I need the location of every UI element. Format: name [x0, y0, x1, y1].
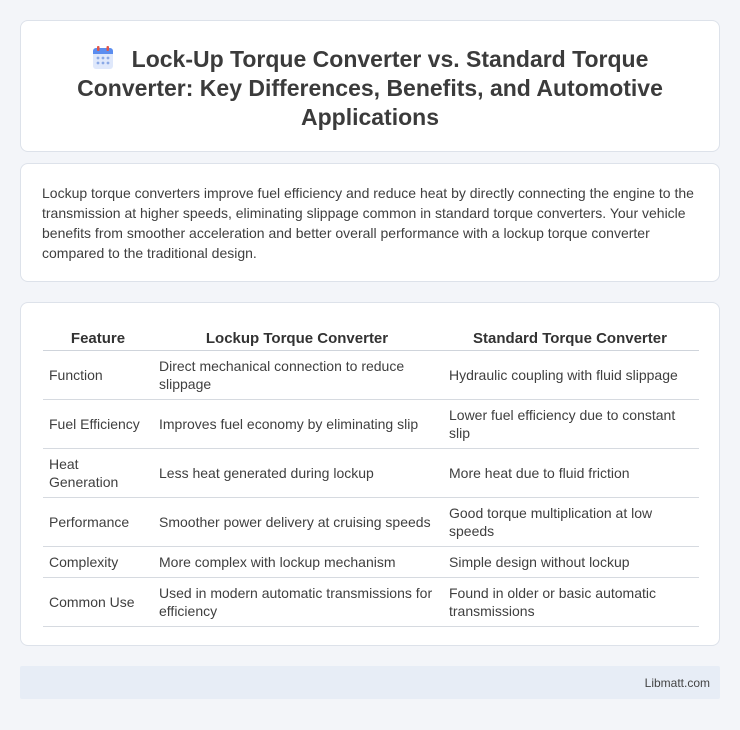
- row-standard: Good torque multiplication at low speeds: [441, 497, 699, 546]
- page-title-text: Lock-Up Torque Converter vs. Standard Torque Converter: Key Differences, Benefits, and Automotive Applications: [77, 46, 663, 130]
- document-icon: [92, 46, 114, 70]
- table-row: [43, 350, 699, 399]
- comparison-card: [20, 302, 720, 646]
- header-lockup: Lockup Torque Converter: [153, 325, 441, 350]
- footer: [20, 666, 720, 699]
- table-row: [43, 497, 699, 546]
- row-feature: Complexity: [43, 546, 153, 577]
- title-card: [20, 20, 720, 152]
- intro-paragraph: Lockup torque converters improve fuel efficiency and reduce heat by directly connecting the engine to the transmission at higher speeds, eliminating slippage common in standard torque converters. Your vehicle benefits from smoother acceleration and better overall performance with a lockup torque converter compared to the traditional design.: [42, 185, 694, 261]
- row-feature: Function: [43, 350, 153, 399]
- row-feature: Common Use: [43, 577, 153, 626]
- table-row: [43, 577, 699, 626]
- table-row: [43, 399, 699, 448]
- table-row: [43, 546, 699, 577]
- page-title: [61, 45, 679, 132]
- intro-card: [20, 163, 720, 282]
- row-standard: Found in older or basic automatic transmissions: [441, 577, 699, 626]
- row-lockup: Direct mechanical connection to reduce slippage: [153, 350, 441, 399]
- row-lockup: Improves fuel economy by eliminating slip: [153, 399, 441, 448]
- row-feature: Performance: [43, 497, 153, 546]
- row-lockup: Used in modern automatic transmissions for efficiency: [153, 577, 441, 626]
- row-lockup: More complex with lockup mechanism: [153, 546, 441, 577]
- row-standard: Hydraulic coupling with fluid slippage: [441, 350, 699, 399]
- row-lockup: Less heat generated during lockup: [153, 448, 441, 497]
- table-header-row: [43, 325, 699, 350]
- row-feature: Fuel Efficiency: [43, 399, 153, 448]
- row-standard: Simple design without lockup: [441, 546, 699, 577]
- row-standard: Lower fuel efficiency due to constant slip: [441, 399, 699, 448]
- footer-brand-link[interactable]: Libmatt.com: [644, 676, 710, 690]
- header-feature: Feature: [43, 325, 153, 350]
- header-standard: Standard Torque Converter: [441, 325, 699, 350]
- comparison-table: [43, 325, 699, 627]
- row-lockup: Smoother power delivery at cruising speeds: [153, 497, 441, 546]
- table-row: [43, 448, 699, 497]
- row-feature: Heat Generation: [43, 448, 153, 497]
- row-standard: More heat due to fluid friction: [441, 448, 699, 497]
